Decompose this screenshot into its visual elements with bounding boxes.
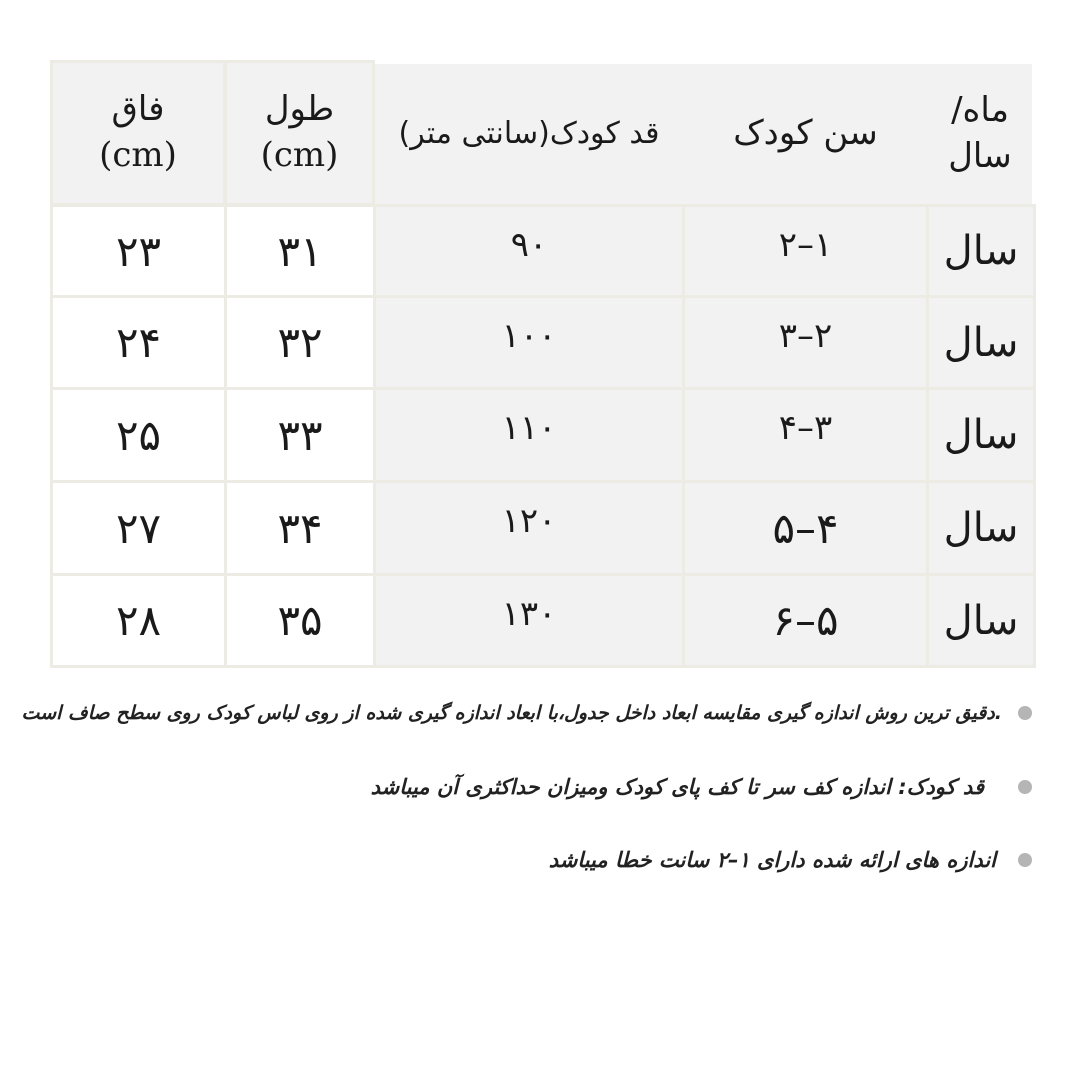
table-row-thigh — [50, 480, 227, 576]
bullet-icon — [1018, 706, 1032, 720]
header-length — [224, 60, 375, 206]
header-child-height — [375, 64, 683, 204]
table-row-unit — [926, 204, 1036, 298]
table-row-height — [373, 573, 685, 668]
table-row-length — [224, 480, 376, 576]
table-row-height — [373, 204, 685, 298]
row-height-text: ۱۳۰ — [501, 594, 557, 634]
row-thigh-text: ۲۷ — [115, 503, 162, 553]
table-row-unit — [926, 573, 1036, 668]
row-length-text: ۳۵ — [277, 596, 323, 645]
row-age-text: ۳–۴ — [778, 408, 833, 448]
row-age-text: ۴–۵ — [772, 503, 839, 553]
bullet-icon — [1018, 853, 1032, 867]
row-thigh-text: ۲۳ — [115, 226, 162, 276]
row-age-text: ۱–۲ — [778, 225, 833, 265]
table-row-thigh — [50, 204, 227, 298]
row-age-text: ۵–۶ — [772, 596, 839, 645]
table-row-height — [373, 480, 685, 576]
row-length-text: ۳۱ — [277, 226, 323, 276]
header-child-height-label: قد کودک(سانتی متر) — [398, 115, 660, 151]
header-thigh — [50, 60, 226, 206]
table-row-height — [373, 387, 685, 483]
table-row-age — [682, 573, 929, 668]
row-unit-text: سال — [943, 597, 1019, 644]
table-row-age — [682, 204, 929, 298]
table-row-thigh — [50, 573, 227, 668]
header-thigh-line2: (cm) — [99, 135, 177, 175]
note-text: .دقیق ترین روش اندازه گیری مقایسه ابعاد داخل جدول،با ابعاد اندازه گیری شده از روی لباس کودک روی سطح صاف است — [21, 702, 1002, 724]
table-row-thigh — [50, 387, 227, 483]
table-row-length — [224, 573, 376, 668]
table-row-age — [682, 387, 929, 483]
header-child-age — [683, 64, 928, 204]
header-length-line2: (cm) — [260, 135, 339, 175]
row-length-text: ۳۲ — [277, 318, 323, 367]
header-child-age-label: سن کودک — [733, 113, 878, 154]
table-row-unit — [926, 295, 1036, 390]
note-text: اندازه های ارائه شده دارای ۱–۲ سانت خطا میباشد — [548, 848, 996, 872]
header-month-year-line2: سال — [948, 136, 1012, 176]
row-length-text: ۳۳ — [277, 410, 323, 460]
table-row-height — [373, 295, 685, 390]
note-item — [22, 702, 1032, 724]
table-row-age — [682, 480, 929, 576]
row-height-text: ۱۰۰ — [501, 316, 557, 356]
row-unit-text: سال — [943, 319, 1019, 366]
row-height-text: ۱۱۰ — [501, 408, 557, 448]
note-item — [549, 848, 1032, 872]
header-length-line1: طول — [264, 89, 335, 130]
header-month-year-line1: ماه/ — [951, 90, 1009, 131]
header-month-year — [928, 64, 1032, 204]
row-height-text: ۹۰ — [510, 225, 548, 265]
table-row-length — [224, 387, 376, 483]
header-thigh-line1: فاق — [111, 89, 165, 130]
row-height-text: ۱۲۰ — [501, 501, 557, 541]
bullet-icon — [1018, 780, 1032, 794]
note-item — [371, 775, 1032, 799]
table-row-length — [224, 295, 376, 390]
note-text: قد کودک: اندازه کف سر تا کف پای کودک ومیزان حداکثری آن میباشد — [370, 775, 984, 799]
row-length-text: ۳۴ — [277, 503, 323, 553]
table-row-unit — [926, 387, 1036, 483]
table-row-thigh — [50, 295, 227, 390]
row-unit-text: سال — [943, 412, 1019, 458]
row-age-text: ۲–۳ — [778, 316, 833, 356]
row-thigh-text: ۲۸ — [115, 596, 162, 645]
table-row-unit — [926, 480, 1036, 576]
table-row-age — [682, 295, 929, 390]
table-row-length — [224, 204, 376, 298]
row-thigh-text: ۲۵ — [115, 410, 162, 460]
row-unit-text: سال — [943, 505, 1019, 551]
row-thigh-text: ۲۴ — [115, 318, 162, 367]
row-unit-text: سال — [943, 228, 1019, 274]
